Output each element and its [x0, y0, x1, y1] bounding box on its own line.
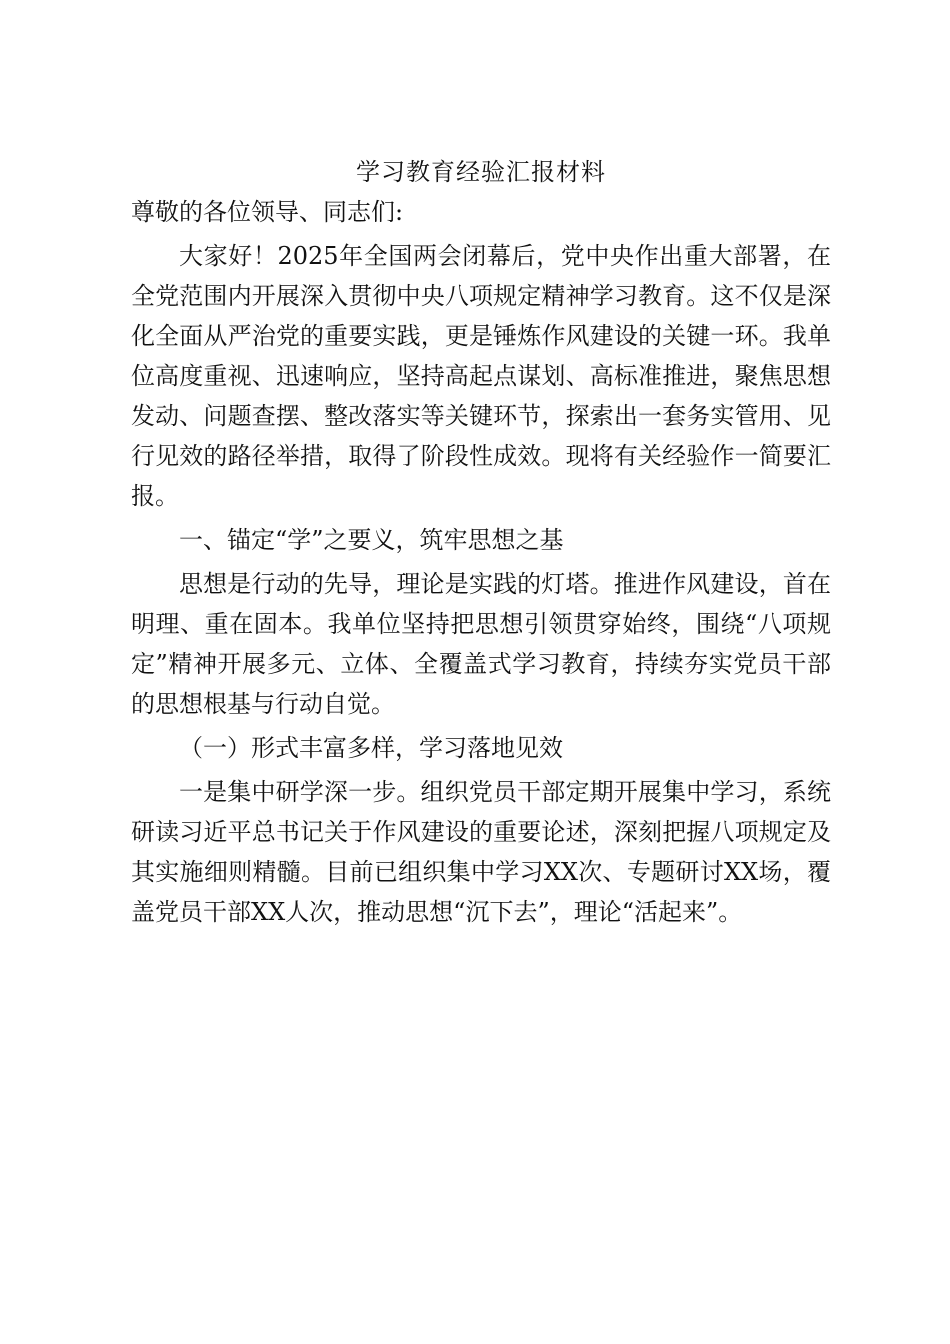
salutation: 尊敬的各位领导、同志们:: [131, 198, 404, 226]
document-title: 学习教育经验汇报材料: [356, 158, 606, 186]
subsection-heading-1: （一）形式丰富多样，学习落地见效: [179, 734, 563, 762]
section-heading-1: 一、锚定“学”之要义，筑牢思想之基: [179, 526, 564, 554]
intro-paragraph: 大家好！2025年全国两会闭幕后，党中央作出重大部署，在全党范围内开展深入贯彻中央八项规定精神学习教育。这不仅是深化全面从严治党的重要实践，更是锤炼作风建设的关键一环。我单位高度重视、迅速响应，坚持高起点谋划、高标准推进，聚焦思想发动、问题查摆、整改落实等关键环节，探索出一套务实管用、见行见效的路径举措，取得了阶段性成效。现将有关经验作一简要汇报。: [131, 242, 831, 510]
document-body: [131, 152, 831, 932]
section-1-paragraph: 思想是行动的先导，理论是实践的灯塔。推进作风建设，首在明理、重在固本。我单位坚持把思想引领贯穿始终，围绕“八项规定”精神开展多元、立体、全覆盖式学习教育，持续夯实党员干部的思想根基与行动自觉。: [131, 570, 831, 718]
subsection-1-paragraph: 一是集中研学深一步。组织党员干部定期开展集中学习，系统研读习近平总书记关于作风建设的重要论述，深刻把握八项规定及其实施细则精髓。目前已组织集中学习XX次、专题研讨XX场，覆盖党员干部XX人次，推动思想“沉下去”，理论“活起来”。: [131, 778, 831, 926]
